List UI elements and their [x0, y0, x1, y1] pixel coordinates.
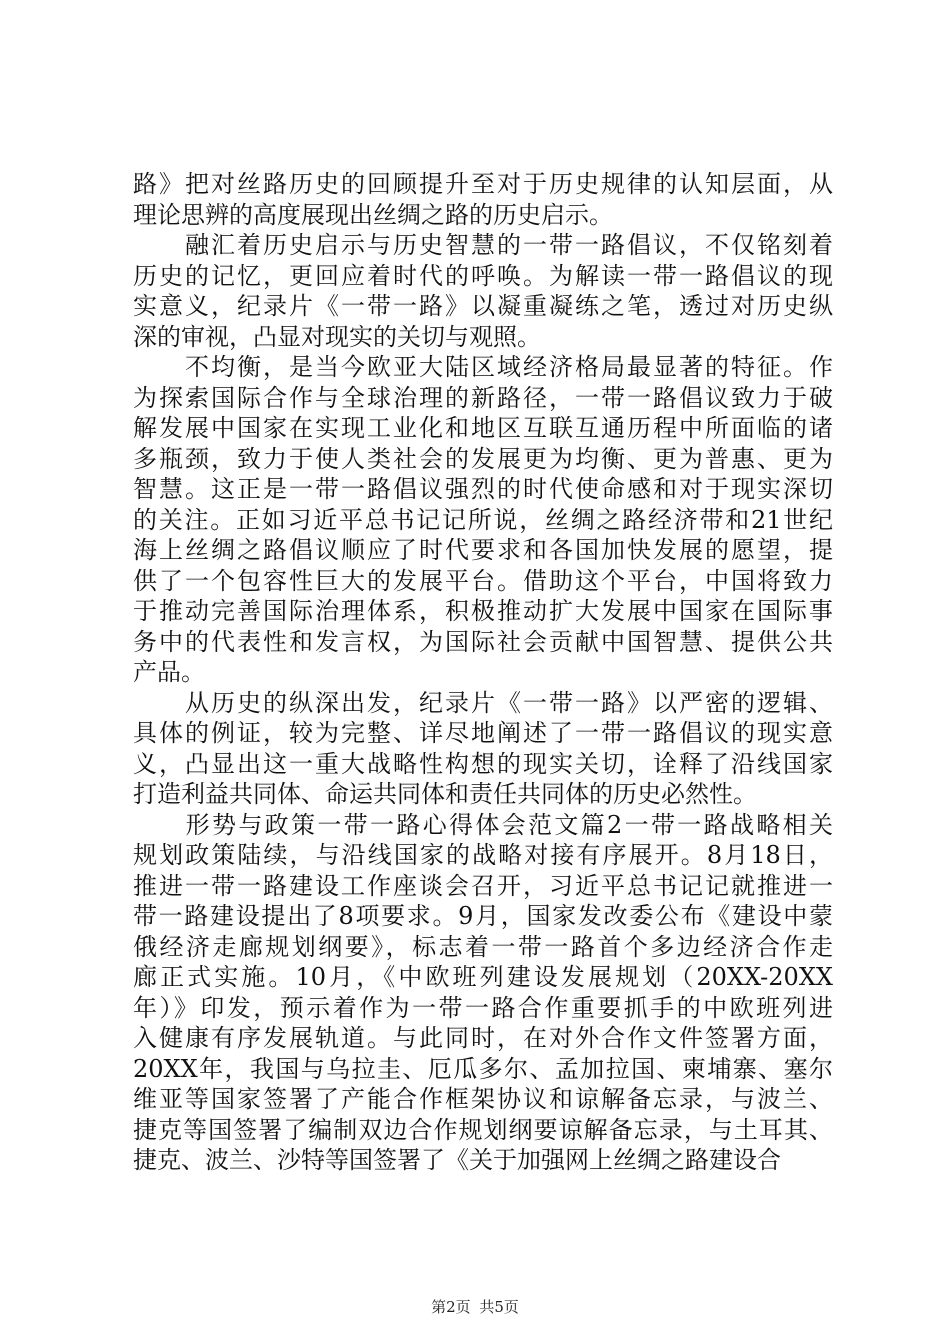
text-line: 务中的代表性和发言权，为国际社会贡献中国智慧、提供公共 — [133, 627, 833, 656]
text-line: 历史的记忆，更回应着时代的呼唤。为解读一带一路倡议的现 — [133, 261, 833, 290]
text-line: 融汇着历史启示与历史智慧的一带一路倡议，不仅铭刻着 — [133, 231, 833, 259]
text-line: 的关注。正如习近平总书记记所说，丝绸之路经济带和21世纪 — [133, 505, 833, 534]
text-line: 俄经济走廊规划纲要》，标志着一带一路首个多边经济合作走 — [133, 932, 833, 961]
page-total: 共5页 — [479, 1298, 519, 1316]
text-line: 于推动完善国际治理体系，积极推动扩大发展中国家在国际事 — [133, 597, 833, 625]
text-line: 20XX年，我国与乌拉圭、厄瓜多尔、孟加拉国、柬埔寨、塞尔 — [133, 1054, 833, 1083]
text-line: 从历史的纵深出发，纪录片《一带一路》以严密的逻辑、 — [133, 688, 833, 717]
paragraph — [133, 230, 833, 352]
text-line: 多瓶颈，致力于使人类社会的发展更为均衡、更为普惠、更为 — [133, 444, 833, 473]
text-line: 实意义，纪录片《一带一路》以凝重凝练之笔，透过对历史纵 — [133, 292, 833, 320]
text-line: 年）》印发，预示着作为一带一路合作重要抓手的中欧班列进 — [133, 993, 833, 1022]
text-line: 产品。 — [133, 658, 205, 686]
text-line: 带一路建设提出了8项要求。9月，国家发改委公布《建设中蒙 — [133, 902, 833, 930]
text-line: 捷克等国签署了编制双边合作规划纲要谅解备忘录，与土耳其、 — [133, 1115, 833, 1144]
text-line: 智慧。这正是一带一路倡议强烈的时代使命感和对于现实深切 — [133, 475, 833, 503]
text-line: 解发展中国家在实现工业化和地区互联互通历程中所面临的诸 — [133, 414, 833, 442]
text-line: 为探索国际合作与全球治理的新路径，一带一路倡议致力于破 — [133, 383, 833, 412]
paragraph — [133, 810, 833, 1176]
text-line: 理论思辨的高度展现出丝绸之路的历史启示。 — [133, 200, 613, 229]
text-line: 路》把对丝路历史的回顾提升至对于历史规律的认知层面，从 — [133, 170, 833, 198]
text-line: 打造利益共同体、命运共同体和责任共同体的历史必然性。 — [133, 780, 757, 808]
page-footer — [0, 1296, 950, 1317]
text-line: 廊正式实施。10月，《中欧班列建设发展规划（20XX-20XX — [133, 963, 833, 991]
text-line: 推进一带一路建设工作座谈会召开，习近平总书记记就推进一 — [133, 871, 833, 900]
text-line: 维亚等国家签署了产能合作框架协议和谅解备忘录，与波兰、 — [133, 1085, 833, 1113]
paragraph — [133, 352, 833, 688]
document-body — [133, 169, 833, 1176]
text-line: 形势与政策一带一路心得体会范文篇2一带一路战略相关 — [133, 810, 833, 839]
text-line: 规划政策陆续，与沿线国家的战略对接有序展开。8月18日， — [133, 841, 833, 869]
text-line: 深的审视，凸显对现实的关切与观照。 — [133, 322, 541, 351]
text-line: 具体的例证，较为完整、详尽地阐述了一带一路倡议的现实意 — [133, 719, 833, 747]
text-line: 入健康有序发展轨道。与此同时，在对外合作文件签署方面， — [133, 1024, 833, 1052]
paragraph — [133, 169, 833, 230]
text-line: 不均衡，是当今欧亚大陆区域经济格局最显著的特征。作 — [133, 353, 833, 381]
paragraph — [133, 688, 833, 810]
text-line: 供了一个包容性巨大的发展平台。借助这个平台，中国将致力 — [133, 566, 833, 595]
text-line: 捷克、波兰、沙特等国签署了《关于加强网上丝绸之路建设合 — [133, 1146, 781, 1174]
text-line: 海上丝绸之路倡议顺应了时代要求和各国加快发展的愿望，提 — [133, 536, 833, 564]
page-number: 第2页 — [431, 1298, 471, 1316]
text-line: 义，凸显出这一重大战略性构想的现实关切，诠释了沿线国家 — [133, 749, 833, 778]
